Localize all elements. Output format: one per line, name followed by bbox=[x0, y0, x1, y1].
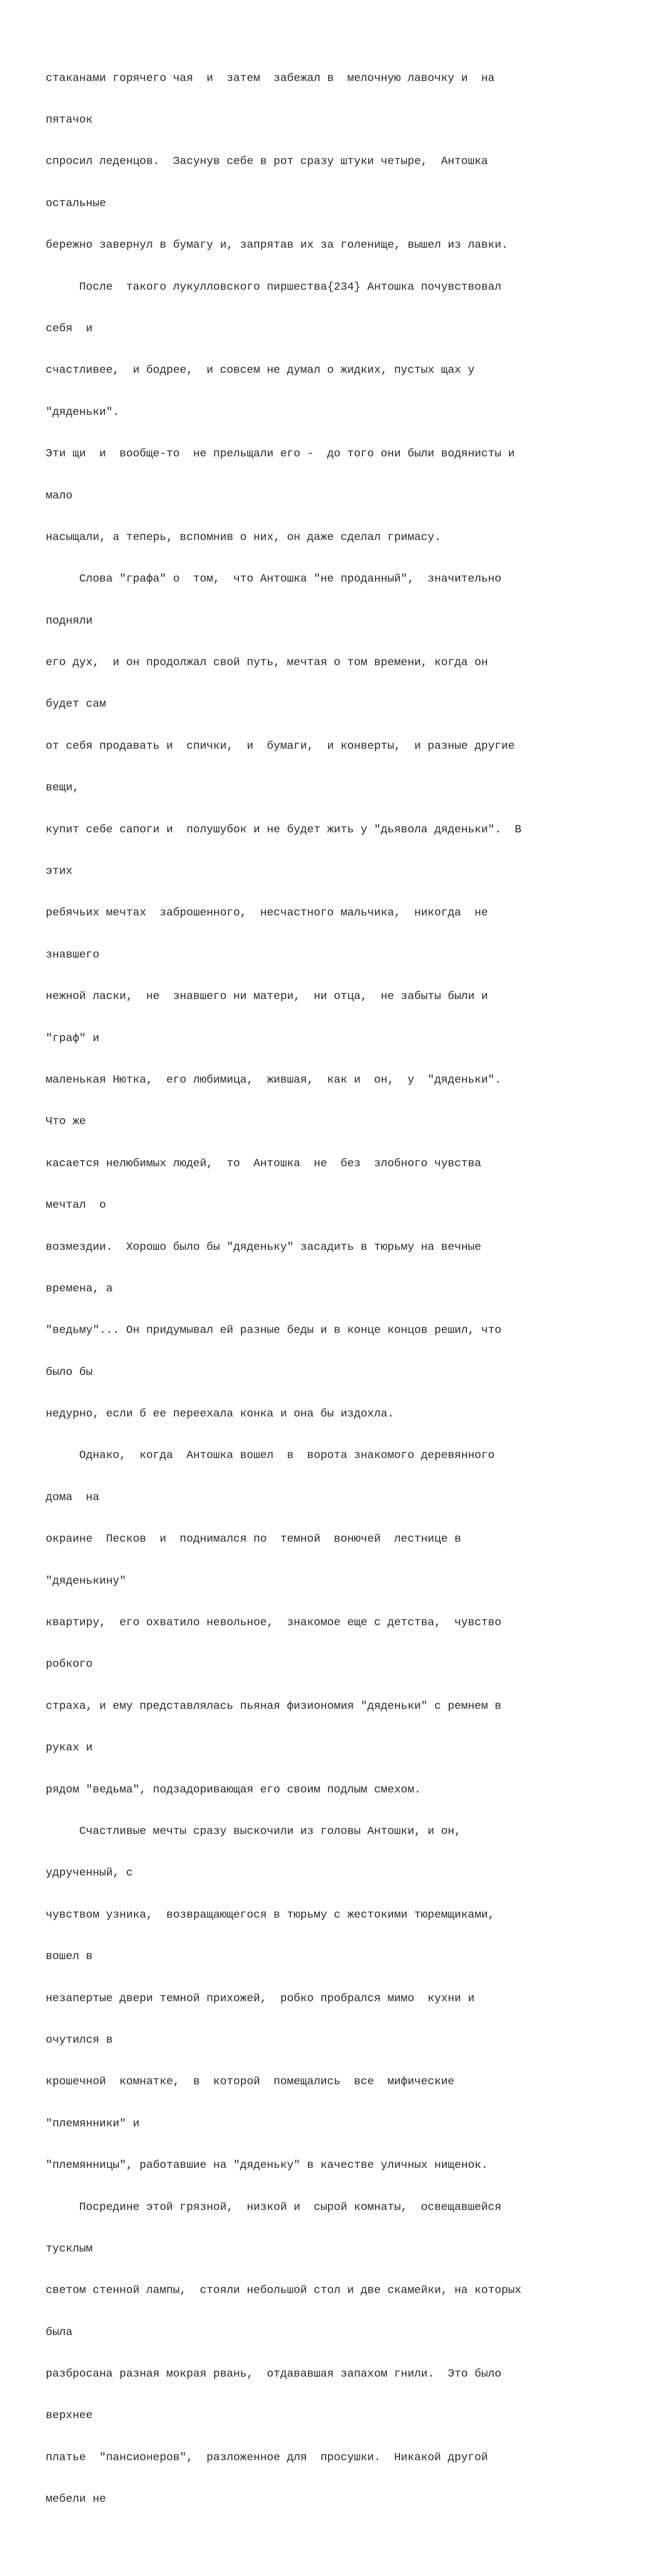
text-line: страха, и ему представлялась пьяная физиономия "дяденьки" с ремнем в bbox=[46, 1700, 502, 1712]
text-line: ребячьих мечтах заброшенного, несчастного мальчика, никогда не bbox=[46, 907, 488, 920]
text-line: подняли bbox=[46, 614, 93, 627]
text-line: робкого bbox=[46, 1658, 93, 1671]
text-line: Что же bbox=[46, 1115, 86, 1128]
text-line: возмездии. Хорошо было бы "дяденьку" засадить в тюрьму на вечные bbox=[46, 1240, 481, 1253]
text-line: "племянницы", работавшие на "дяденьку" в качестве уличных нищенок. bbox=[46, 2159, 488, 2172]
text-line: маленькая Нютка, его любимица, жившая, как и он, у "дяденьки". bbox=[46, 1073, 502, 1086]
text-line: тусклым bbox=[46, 2242, 93, 2255]
text-line: счастливее, и бодрее, и совсем не думал о жидких, пустых щах у bbox=[46, 364, 475, 377]
text-line: спросил леденцов. Засунув себе в рот сразу штуки четыре, Антошка bbox=[46, 155, 488, 168]
text-line: очутился в bbox=[46, 2033, 113, 2046]
text-line bbox=[46, 2534, 627, 2548]
document-text bbox=[46, 44, 627, 2576]
text-line: пятачок bbox=[46, 113, 93, 126]
text-line: "ведьму"... Он придумывал ей разные беды и в конце концов решил, что bbox=[46, 1324, 502, 1337]
text-line: стаканами горячего чая и затем забежал в мелочную лавочку и на bbox=[46, 72, 495, 85]
text-line: чувством узника, возвращающегося в тюрьму с жестокими тюремщиками, bbox=[46, 1908, 495, 1921]
text-line: После такого лукулловского пиршества{234} Антошка почувствовал bbox=[46, 280, 502, 293]
text-line: разбросана разная мокрая рвань, отдававшая запахом гнили. Это было bbox=[46, 2368, 502, 2381]
text-line: Посредине этой грязной, низкой и сырой комнаты, освещавшейся bbox=[46, 2201, 502, 2214]
text-line: Эти щи и вообще-то не прельщали его - до того они были водянисты и bbox=[46, 448, 515, 461]
text-line: Счастливые мечты сразу выскочили из головы Антошки, и он, bbox=[46, 1825, 461, 1838]
text-line: платье "пансионеров", разложенное для просушки. Никакой другой bbox=[46, 2451, 488, 2464]
text-line: Однако, когда Антошка вошел в ворота знакомого деревянного bbox=[46, 1449, 495, 1462]
text-line: верхнее bbox=[46, 2409, 93, 2422]
text-line: удрученный, с bbox=[46, 1867, 133, 1880]
text-line: насыщали, а теперь, вспомнив о них, он даже сделал гримасу. bbox=[46, 531, 441, 544]
text-line: бережно завернул в бумагу и, запрятав их за голенище, вышел из лавки. bbox=[46, 239, 508, 252]
text-line: от себя продавать и спички, и бумаги, и конверты, и разные другие bbox=[46, 739, 515, 752]
text-line: вошел в bbox=[46, 1950, 93, 1963]
text-line: остальные bbox=[46, 197, 106, 210]
text-line: "племянники" и bbox=[46, 2117, 140, 2130]
text-line: недурно, если б ее переехала конка и она бы издохла. bbox=[46, 1408, 394, 1421]
text-line: квартиру, его охватило невольное, знакомое еще с детства, чувство bbox=[46, 1616, 502, 1629]
text-line: "дяденькину" bbox=[46, 1574, 126, 1587]
text-line: мало bbox=[46, 489, 73, 502]
text-line: вещи, bbox=[46, 781, 79, 794]
text-line: мечтал о bbox=[46, 1199, 106, 1212]
text-line: времена, а bbox=[46, 1282, 113, 1295]
text-line: знавшего bbox=[46, 948, 100, 961]
text-line: будет сам bbox=[46, 698, 106, 711]
text-line: дома на bbox=[46, 1491, 100, 1504]
text-line: было бы bbox=[46, 1366, 93, 1379]
text-line: себя и bbox=[46, 322, 93, 335]
text-line: крошечной комнатке, в которой помещались все мифические bbox=[46, 2075, 455, 2088]
text-line: окраине Песков и поднимался по темной вонючей лестнице в bbox=[46, 1533, 461, 1546]
text-line: Слова "графа" о том, что Антошка "не проданный", значительно bbox=[46, 573, 502, 586]
text-line: светом стенной лампы, стояли небольшой стол и две скамейки, на которых bbox=[46, 2284, 522, 2297]
text-line: руках и bbox=[46, 1742, 93, 1755]
text-line: была bbox=[46, 2326, 73, 2339]
text-line: "граф" и bbox=[46, 1032, 100, 1045]
text-line: "дяденьки". bbox=[46, 406, 119, 419]
text-line: его дух, и он продолжал свой путь, мечтая о том времени, когда он bbox=[46, 656, 488, 669]
text-line: незапертые двери темной прихожей, робко пробрался мимо кухни и bbox=[46, 1992, 475, 2005]
text-line: нежной ласки, не знавшего ни матери, ни отца, не забыты были и bbox=[46, 990, 488, 1003]
text-line: касается нелюбимых людей, то Антошка не без злобного чувства bbox=[46, 1157, 481, 1170]
text-line: купит себе сапоги и полушубок и не будет жить у "дьявола дяденьки". В bbox=[46, 823, 522, 836]
text-line: рядом "ведьма", подзадоривающая его своим подлым смехом. bbox=[46, 1783, 421, 1796]
text-line: этих bbox=[46, 865, 73, 878]
text-line: мебели не bbox=[46, 2493, 106, 2506]
